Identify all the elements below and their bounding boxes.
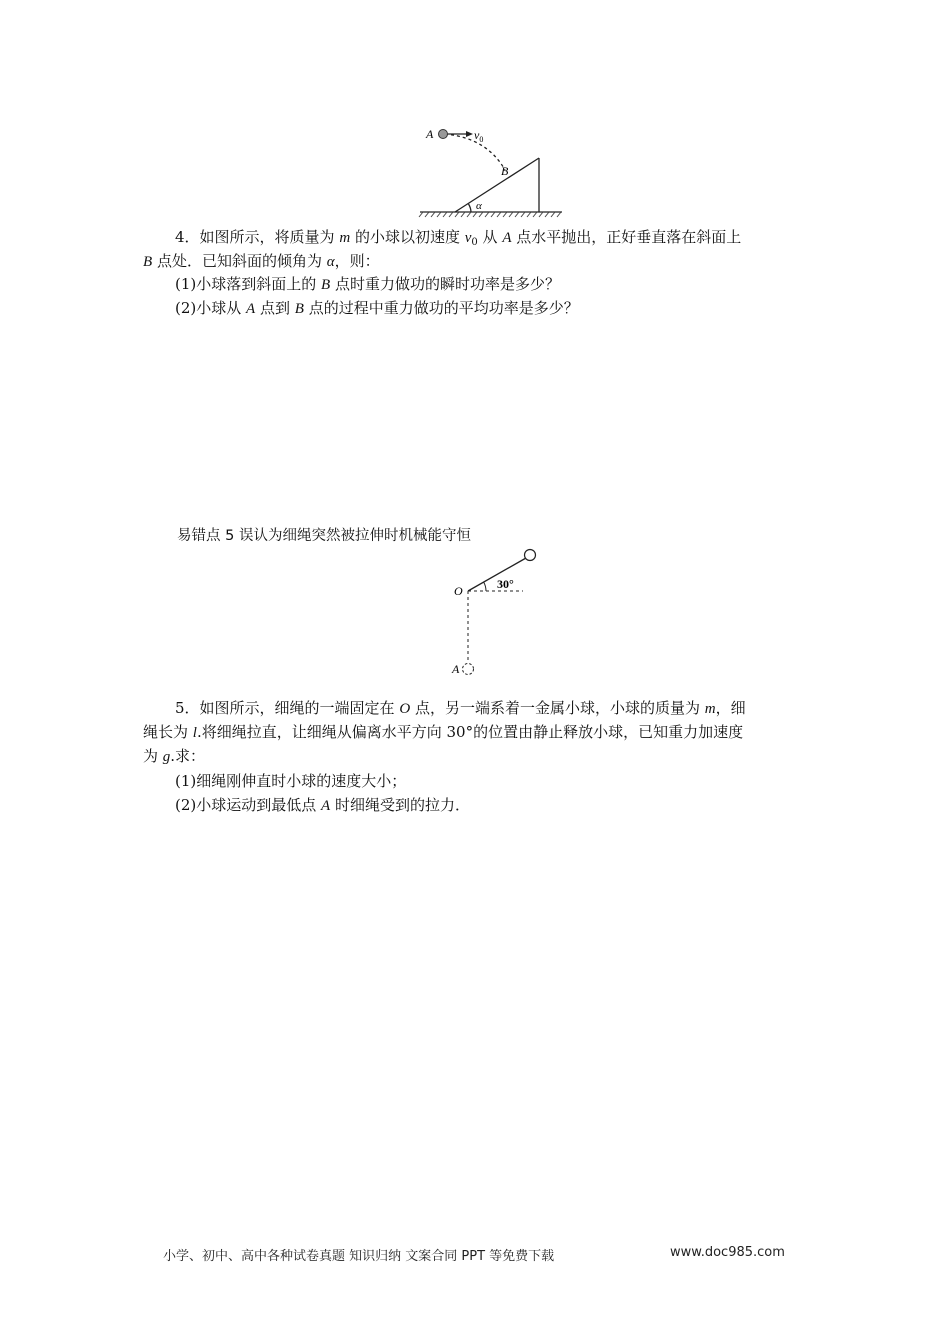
ball-icon xyxy=(525,550,536,561)
q4-sub1: (1)小球落到斜面上的 B 点时重力做功的瞬时功率是多少？ xyxy=(175,275,560,293)
label-30deg: 30° xyxy=(497,577,514,591)
q5-line3: 为 g.求： xyxy=(143,747,206,765)
label-a: A xyxy=(452,662,460,676)
footer-text: 小学、初中、高中各种试卷真题 知识归纳 文案合同 PPT 等免费下载 xyxy=(163,1249,555,1264)
footer-link[interactable]: www.doc985.com xyxy=(670,1245,785,1260)
q5-sub2: (2)小球运动到最低点 A 时细绳受到的拉力． xyxy=(175,796,470,814)
label-alpha: α xyxy=(476,200,482,212)
label-a: A xyxy=(426,127,434,141)
label-o: O xyxy=(454,584,463,598)
ball-icon xyxy=(439,130,448,139)
q4-sub2: (2)小球从 A 点到 B 点的过程中重力做功的平均功率是多少？ xyxy=(175,299,579,317)
q5-sub1: (1)细绳刚伸直时小球的速度大小； xyxy=(175,772,407,790)
q5-line1: 5．如图所示，细绳的一端固定在 O 点，另一端系着一金属小球，小球的质量为 m，细 xyxy=(175,699,746,717)
label-v0: $v_0$ xyxy=(474,128,484,144)
q4-line1: 4．如图所示，将质量为 m 的小球以初速度 $v_0$ 从 A 点水平抛出，正好垂直落在斜面上 xyxy=(175,228,742,248)
section-heading: 易错点 5 误认为细绳突然被拉伸时机械能守恒 xyxy=(177,528,471,544)
pendulum-figure xyxy=(445,545,555,685)
q5-line2: 绳长为 l.将细绳拉直，让细绳从偏离水平方向 30°的位置由静止释放小球，已知重力加速度 xyxy=(143,723,744,741)
label-b: B xyxy=(501,164,509,178)
ball-dashed-icon xyxy=(463,664,474,675)
q4-line2: B 点处．已知斜面的倾角为 α，则： xyxy=(143,252,380,270)
projectile-incline-figure xyxy=(415,120,565,220)
